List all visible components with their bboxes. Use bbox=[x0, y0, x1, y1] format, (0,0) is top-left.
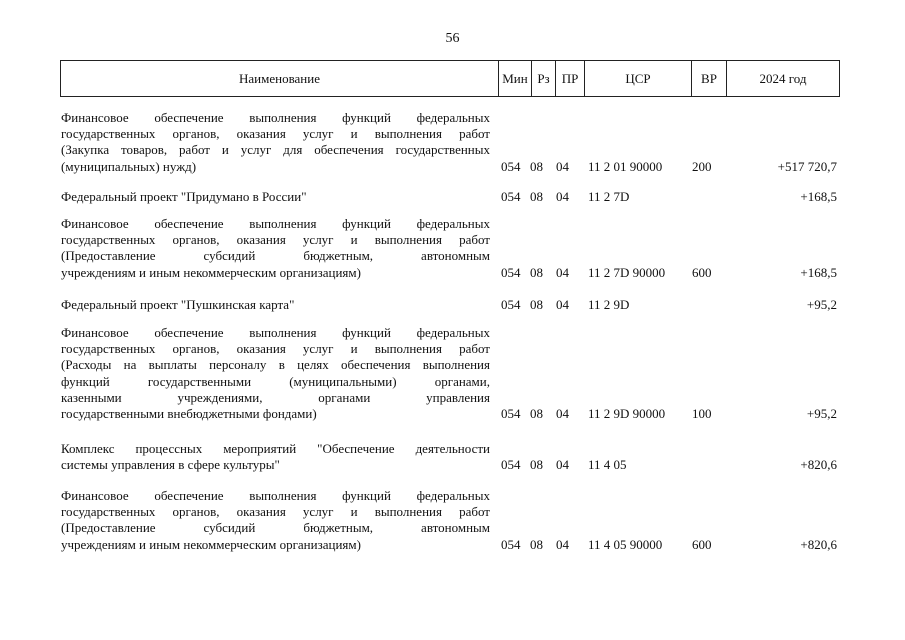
row-name-line: (муниципальных) нужд) bbox=[61, 158, 197, 174]
row-name-line: (Предоставление субсидий бюджетным, автономным bbox=[61, 520, 490, 536]
header-name: Наименование bbox=[239, 71, 320, 86]
row-rz: 08 bbox=[530, 158, 543, 174]
row-csr: 11 2 7D bbox=[588, 189, 630, 204]
row-vr: 200 bbox=[692, 158, 712, 174]
row-pr: 04 bbox=[556, 158, 569, 174]
row-min: 054 bbox=[501, 264, 521, 280]
table-header bbox=[60, 60, 840, 97]
header-pr: ПР bbox=[555, 61, 584, 96]
row-name-line: Финансовое обеспечение выполнения функций федеральных bbox=[61, 325, 490, 340]
row-amount: +168,5 bbox=[800, 264, 837, 280]
row-csr: 11 4 05 90000 bbox=[588, 536, 663, 552]
row-name-line: функций государственными (муниципальными) органами, bbox=[61, 373, 490, 389]
row-rz: 08 bbox=[530, 189, 543, 204]
row-name-line: государственными внебюджетными фондами) bbox=[61, 406, 317, 422]
row-name-line: государственных органов, оказания услуг и выполнения работ bbox=[61, 504, 490, 520]
header-year: 2024 год bbox=[726, 61, 839, 96]
row-name-line: учреждениям и иным некоммерческим организациям) bbox=[61, 264, 361, 280]
row-min: 054 bbox=[501, 297, 521, 312]
row-pr: 04 bbox=[556, 406, 569, 421]
row-csr: 11 2 9D 90000 bbox=[588, 406, 666, 421]
row-amount: +820,6 bbox=[800, 457, 837, 473]
row-rz: 08 bbox=[530, 406, 543, 421]
row-name-line: Финансовое обеспечение выполнения функций федеральных bbox=[61, 488, 490, 503]
row-name-line: государственных органов, оказания услуг и выполнения работ bbox=[61, 232, 490, 248]
row-min: 054 bbox=[501, 406, 521, 421]
row-name-line: государственных органов, оказания услуг и выполнения работ bbox=[61, 341, 490, 357]
row-amount: +168,5 bbox=[800, 189, 837, 204]
header-vr: ВР bbox=[691, 61, 726, 96]
row-pr: 04 bbox=[556, 264, 569, 280]
row-name-line: Федеральный проект "Придумано в России" bbox=[61, 189, 307, 204]
header-min: Мин bbox=[498, 61, 531, 96]
row-amount: +95,2 bbox=[806, 406, 837, 421]
row-rz: 08 bbox=[530, 264, 543, 280]
row-csr: 11 2 9D bbox=[588, 297, 630, 312]
row-name bbox=[61, 297, 490, 313]
header-rz: Рз bbox=[531, 61, 555, 96]
row-name bbox=[61, 441, 490, 473]
row-name bbox=[61, 488, 490, 553]
row-rz: 08 bbox=[530, 536, 543, 552]
row-name-line: Комплекс процессных мероприятий "Обеспечение деятельности bbox=[61, 441, 490, 456]
row-name-line: системы управления в сфере культуры" bbox=[61, 457, 280, 473]
row-name-line: (Предоставление субсидий бюджетным, автономным bbox=[61, 248, 490, 264]
row-name bbox=[61, 189, 490, 205]
row-vr: 600 bbox=[692, 536, 712, 552]
row-rz: 08 bbox=[530, 457, 543, 473]
row-rz: 08 bbox=[530, 297, 543, 312]
header-csr: ЦСР bbox=[584, 61, 691, 96]
row-name-line: Финансовое обеспечение выполнения функций федеральных bbox=[61, 110, 490, 125]
row-vr: 600 bbox=[692, 264, 712, 280]
row-name bbox=[61, 110, 490, 175]
row-min: 054 bbox=[501, 189, 521, 204]
row-name bbox=[61, 216, 490, 281]
row-min: 054 bbox=[501, 158, 521, 174]
row-pr: 04 bbox=[556, 189, 569, 204]
row-csr: 11 4 05 bbox=[588, 457, 627, 473]
page-number: 56 bbox=[445, 31, 460, 46]
row-pr: 04 bbox=[556, 297, 569, 312]
row-min: 054 bbox=[501, 536, 521, 552]
row-name-line: государственных органов, оказания услуг и выполнения работ bbox=[61, 126, 490, 142]
row-amount: +95,2 bbox=[806, 297, 837, 312]
row-name bbox=[61, 325, 490, 422]
row-pr: 04 bbox=[556, 536, 569, 552]
row-name-line: (Расходы на выплаты персоналу в целях обеспечения выполнения bbox=[61, 357, 490, 373]
row-min: 054 bbox=[501, 457, 521, 473]
row-pr: 04 bbox=[556, 457, 569, 473]
row-amount: +820,6 bbox=[800, 536, 837, 552]
row-amount: +517 720,7 bbox=[777, 158, 837, 174]
row-name-line: Финансовое обеспечение выполнения функций федеральных bbox=[61, 216, 490, 231]
row-name-line: учреждениям и иным некоммерческим организациям) bbox=[61, 536, 361, 552]
row-csr: 11 2 7D 90000 bbox=[588, 264, 666, 280]
row-name-line: Федеральный проект "Пушкинская карта" bbox=[61, 297, 295, 312]
row-vr: 100 bbox=[692, 406, 712, 421]
row-name-line: (Закупка товаров, работ и услуг для обеспечения государственных bbox=[61, 142, 490, 158]
row-csr: 11 2 01 90000 bbox=[588, 158, 663, 174]
row-name-line: казенными учреждениями, органами управления bbox=[61, 389, 490, 405]
